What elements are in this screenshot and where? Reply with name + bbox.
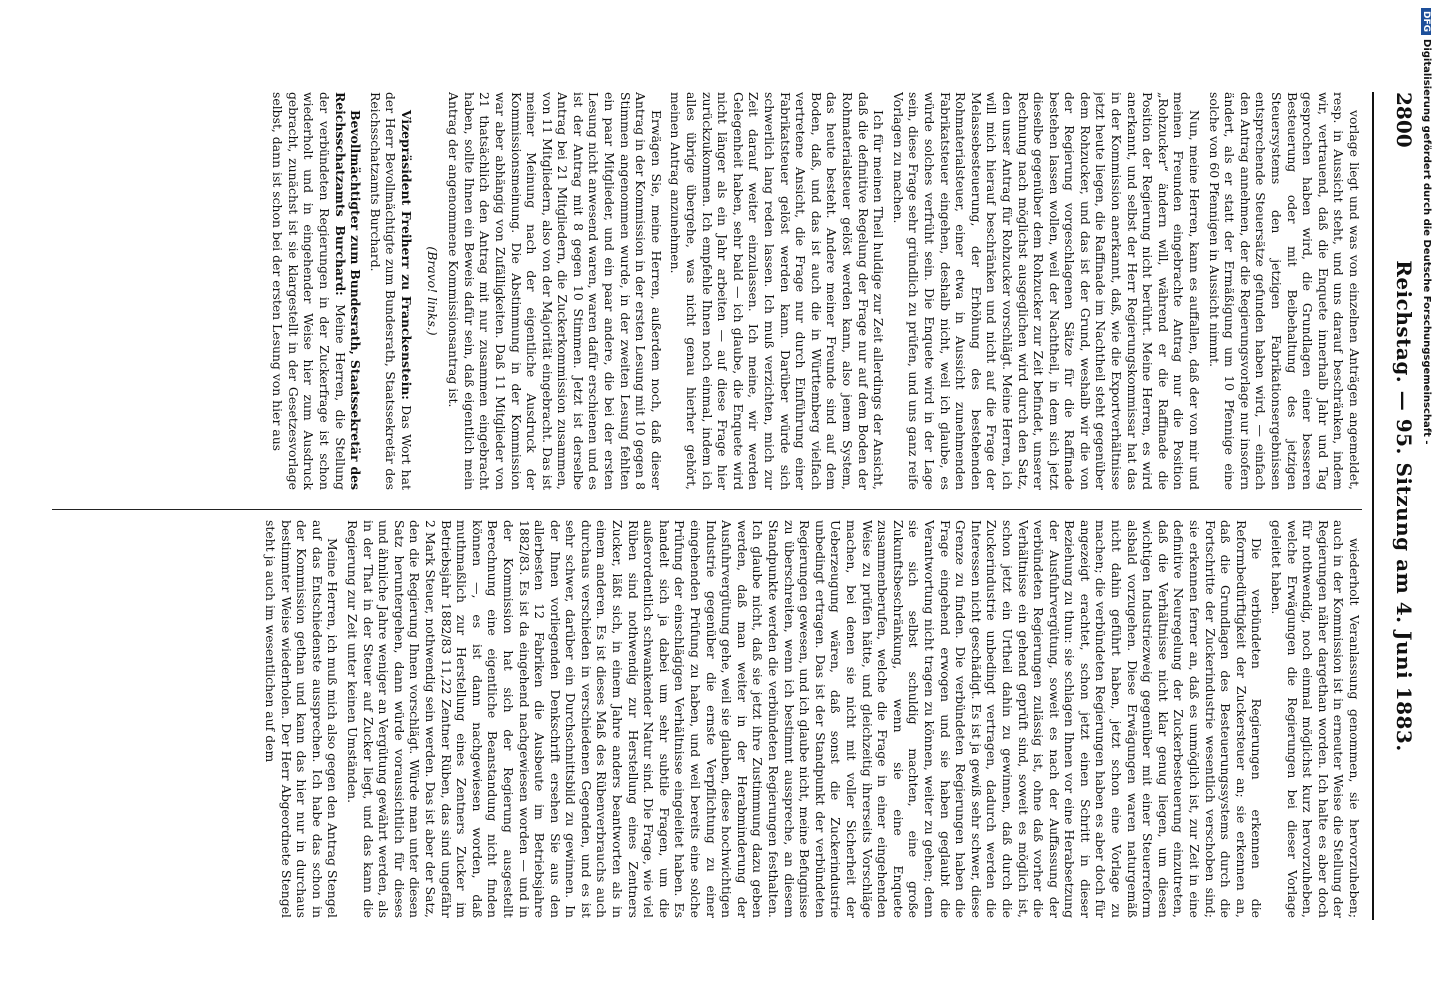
- paragraph: [262, 520, 340, 918]
- speaker-name: Bevollmächtigter zum Bundesrath, Staatssekretär des Reichsschatzamts Burchard:: [332, 92, 364, 490]
- paragraph: [446, 92, 664, 490]
- paragraph-text: Ich für meinen Theil huldige zur Zeit allerdings der Ansicht, daß die definitive Regelung der Frage nur auf dem Boden der Rohmaterialsteuer gelöst werden kann, also jenem System, das heute besteht. Andere meiner Freunde sind auf dem Boden, daß, und das ist auch die in Württemberg vielfach vertretene Ansicht, die Frage nur durch Einführung einer Fabrikatsteuer gelöst werden kann. Darüber würde sich schwerlich lang reden lassen. Ich muß verzichten, mich zur Zeit darauf weiter einzulassen. Ich meine, wir werden Gelegenheit haben, sehr bald — ich glaube, die Enquete wird nicht länger als ein Jahr arbeiten — auf diese Frage hier zurückzukommen. Ich empfehle Ihnen noch einmal, indem ich alles übrige übergehe, was nicht genau hierher gehört, meinen Antrag anzunehmen.: [668, 92, 887, 490]
- paragraph-text: Nun, meine Herren, kann es auffallen, daß der von mir und meinen Freunden eingebrachte Antrag nur die Position „Rohzucker“ ändern will, während er die Raffinade die Position der Regierung nicht berührt. Meine Herren, es wird anerkannt, und selbst der Herr Regierungskommissar hat das in der Kommission anerkannt, daß, wie die Exportverhältnisse jetzt heute liegen, die Raffinade im Nachtheil steht gegenüber dem Rohzucker, und das ist der Grund, weshalb wir die von der Regierung vorgeschlagenen Sätze für die Raffinade bestehen lassen wollen, weil der Nachtheil, in dem sich jetzt dieselbe gegenüber dem Rohzucker zur Zeit befindet, unserer Rechnung nach möglichst ausgeglichen wird durch den Satz, den unser Antrag für Rohzucker vorschlägt. Meine Herren, ich will mich hierauf beschränken und nicht auf die Frage der Melassebesteuerung, der Erhöhung des bestehenden Rohmaterialsteuer, einer etwa in Aussicht zunehmenden Fabrikatsteuer eingehen, deshalb nicht, weil ich glaube, es würde solches verfrüht sein. Die Enquete wird in der Lage sein, diese Frage sehr gründlich zu prüfen, und uns ganz reife Vorlagen zu machen.: [890, 92, 1203, 490]
- column-divider: [52, 509, 1362, 510]
- paragraph-text: Das Wort hat der Herr Bevollmächtigte zum Bundesrath, Staatssekretär des Reichsschatzamts Burchard.: [367, 92, 414, 490]
- paragraph: [890, 92, 1202, 490]
- paragraph-text: vorlage liegt und was von einzelnen Anträgen angemeldet, resp. in Aussicht steht, und uns darauf beschränken, indem wir, vertrauend, daß die Enquete innerhalb Jahr und Tag gesprochen haben wird, die Grundlagen einer besseren Besteuerung oder mit Beibehaltung des jetzigen Steuersystems den jetzigen Fabrikationsergebnissen entsprechende Steuersätze gefunden haben wird, — einfach den Antrag annehmen, der die Regierungsvorlage nur insofern ändert, als er statt der Ermäßigung um 10 Pfennige eine solche von 60 Pfennigen in Aussicht nimmt.: [1206, 92, 1362, 490]
- paragraph-text: (Bravo! links.): [424, 246, 440, 336]
- right-column: [52, 520, 1362, 918]
- paragraph-text: Meine Herren, ich muß mich also gegen den Antrag Stengel auf das Entschiedenste aussprechen. Ich habe das schon in der Kommission gethan und kann das hier nur in durchaus bestimmter Weise wiederholen. Der Herr Abgeordnete Stengel steht ja auch im wesentlichen auf dem: [263, 520, 341, 918]
- digitization-note: [1418, 8, 1432, 608]
- header-rule: [1372, 92, 1374, 920]
- paragraph-text: Die verbündeten Regierungen erkennen die Reformbedürftigkeit der Zuckersteuer an; sie erkennen an, daß die Grundlagen des Besteuerungssystems durch die Fortschritte der Zuckerindustrie wesentlich verschoben sind; sie erkennen ferner an, daß es unmöglich ist, zur Zeit in eine definitive Neuregelung der Zuckerbesteuerung einzutreten, daß die Verhältnisse nicht klar genug liegen, um diesen wichtigen Industriezweig gegenüber mit einer Steuerreform alsbald vorzugehen. Diese Erwägungen waren naturgemäß nicht dahin geführt haben, jetzt schon eine Vorlage zu machen; die verbündeten Regierungen haben es aber doch für angezeigt erachtet, schon jetzt einen Schritt in dieser Beziehung zu thun: sie schlagen Ihnen vor eine Herabsetzung der Ausfuhrvergütung, soweit es nach der Auffassung der verbündeten Regierungen zulässig ist, ohne daß vorher die Verhältnisse ein gehend geprüft sind, soweit es möglich ist, schon jetzt ein Urtheil dahin zu gewinnen, daß durch die Zuckerindustrie unbedingt vertragen, dadurch werden die Interessen nicht geschädigt. Es ist ja gewiß sehr schwer, diese Grenze zu finden. Die verbündeten Regierungen haben die Frage eingehend erwogen und sie haben geglaubt die Verantwortung nicht tragen zu können, weiter zu gehen; denn sie sich selbst schuldig machten, eine große Zukunftsbeschränkung, wenn sie eine Enquete zusammenberufen, welche die Frage in einer eingehenden Weise zu prüfen hätte, und gleichzeitig ihrerseits Vorschläge machen, bei denen sie nicht mit voller Sicherheit der Ueberzeugung wären, daß sonst die Zuckerindustrie unbedingt ertragen. Das ist der Standpunkt der verbündeten Regierungen gewesen, und ich glaube nicht, meine Befugnisse zu überschreiten, wenn ich bestimmt ausspreche, an diesem Standpunkte werden die verbündeten Regierungen festhalten. Ich glaube nicht, daß sie jetzt ihre Zustimmung dazu geben werden, daß man weiter in der Herabminderung der Ausfuhrvergütung gehe, weil sie glauben, diese hochwichtigen Industrie gegenüber die ernste Verpflichtung zu einer eingehenden Prüfung zu haben, und weil bereits eine solche Prüfung der einschlägigen Verhältnisse eingeleitet haben. Es handelt sich ja dabei um sehr subtile Fragen, um die außerordentlich schwankender Natur sind. Die Frage, wie viel Rüben sind nothwendig zur Herstellung eines Zentners Zucker, läßt sich, in einem Jahre anders beantworten als in einem anderen. Es ist dieses Maß des Rübenverbrauchs auch durchaus verschieden in verschiedenen Gegenden, und es ist sehr schwer, darüber ein Durchschnittsbild zu gewinnen. In der Ihnen vorliegenden Denkschrift ersehen Sie aus den allerbesten 12 Fabriken die Ausbeute im Betriebsjahre 1882/83. Es ist da eingehend nachgewiesen worden — und in der Kommission hat sich der Regierung ausgestellt Berechnung eine eigentliche Beanstandung nicht finden können —, es ist dann nachgewiesen worden, daß muthmaßlich zur Herstellung eines Zentners Zucker im Betriebsjahr 1882/83 11,22 Zentner Rüben, das sind ungefähr 2 Mark Steuer, nothwendig sein werden. Das ist aber der Satz, den die Regierung Ihnen vorschlägt. Würde man unter diesen Satz heruntergehen, dann würde voraussichtlich für dieses und ähnliche Jahre weniger an Vergütung gewährt werden, als in der That in der Steuer auf Zucker liegt, und das kann die Regierung zur Zeit unter keinen Umständen.: [345, 520, 1265, 918]
- paragraph: [668, 92, 886, 490]
- paragraph: [344, 520, 1264, 918]
- paragraph: [1268, 520, 1362, 918]
- speaker-name: Vizepräsident Freiherr zu Franckenstein:: [398, 110, 414, 400]
- running-title: Reichstag. — 95. Sitzung am 4. Juni 1883.: [1392, 260, 1416, 752]
- paragraph: [270, 92, 364, 490]
- left-column: [52, 92, 1362, 490]
- dfg-logo: DFG: [1421, 8, 1431, 35]
- stage-direction: [424, 92, 440, 490]
- paragraph-text: Meine Herren, die Stellung der verbündeten Regierungen in der Zuckerfrage ist schon wiederholt und in eingehender Weise hier zum Ausdruck gebracht, zunächst ist sie klargestellt in der Gesetzesvorlage selbst, dann ist schon bei der ersten Lesung von hier aus: [270, 92, 348, 490]
- paragraph-text: Erwägen Sie, meine Herren, außerdem noch, daß dieser Antrag in der Kommission in der ersten Lesung mit 10 gegen 8 Stimmen angenommen wurde, in der zweiten Lesung fehlten ein paar Mitglieder, und ein paar andere, die bei der ersten Lesung nicht anwesend waren, waren dafür erschienen und es ist der Antrag mit 8 gegen 10 Stimmen. Jetzt ist derselbe Antrag bei 21 Mitgliedern, die Zuckerkommission zusammen, von 11 Mitgliedern, also von der Majorität eingebracht. Das ist meiner Meinung nach der eigentliche Ausdruck der Kommissionsmeinung. Die Abstimmung in der Kommission war aber abhängig von Zufälligkeiten. Daß 11 Mitglieder von 21 thatsächlich den Antrag mit nur zusammen eingebracht haben, sollte Ihnen ein Beweis dafür sein, daß eigentlich mein Antrag der angenommene Kommissionsantrag ist.: [446, 92, 664, 490]
- paragraph: [367, 92, 414, 490]
- page-number: 2800: [1392, 92, 1416, 148]
- digitization-note-text: Digitalisierung gefördert durch die Deutsche Forschungsgemeinschaft -: [1421, 39, 1432, 445]
- page-header: [1372, 92, 1416, 920]
- paragraph: [1206, 92, 1362, 490]
- paragraph-text: wiederholt Veranlassung genommen, sie hervorzuheben; auch in der Kommission ist in erneuter Weise die Stellung der Regierungen näher dargethan worden. Ich halte es aber doch für nothwendig, noch einmal möglichst kurz hervorzuheben, welche Erwägungen die Regierungen bei dieser Vorlage geleitet haben.: [1269, 520, 1362, 918]
